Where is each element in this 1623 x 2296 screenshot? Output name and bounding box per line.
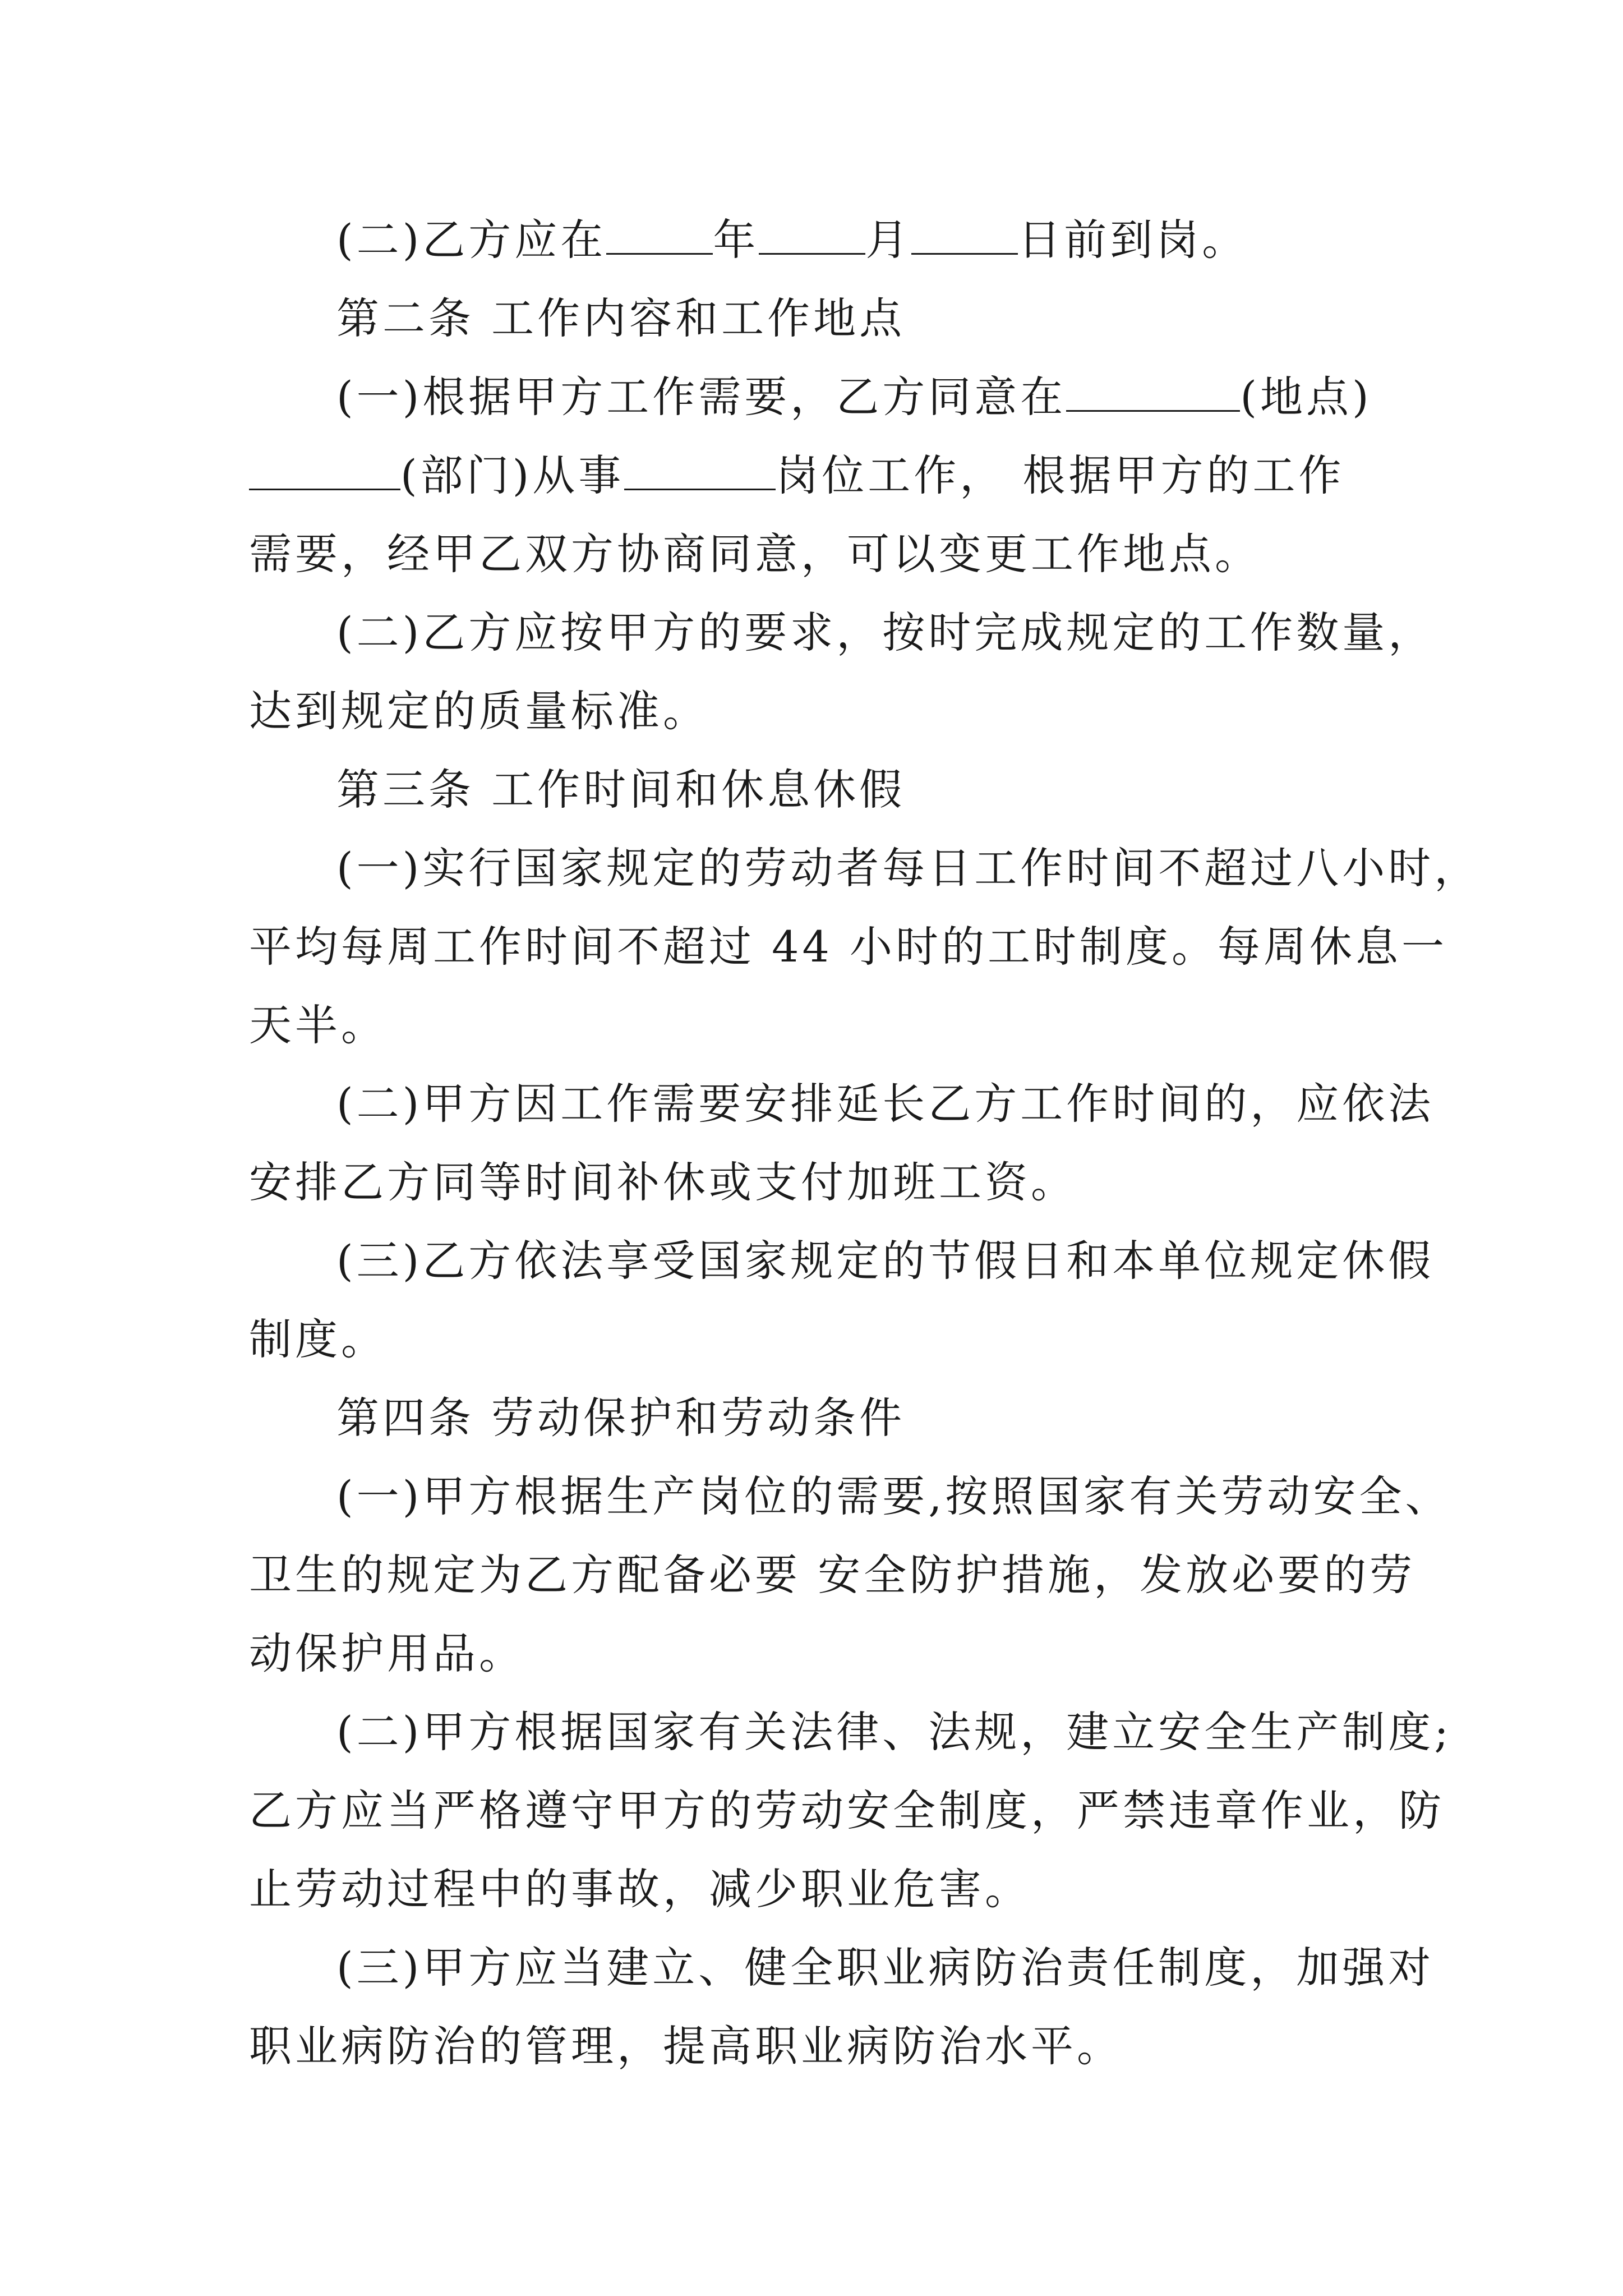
text-segment: 日前到岗。 xyxy=(1018,215,1248,265)
text-segment: (二)乙方应在 xyxy=(336,215,607,265)
text-line-14: (三)乙方依法享受国家规定的节假日和本单位规定休假 xyxy=(336,1236,1435,1286)
text-line-24: 职业病防治的管理，提高职业病防治水平。 xyxy=(249,2021,1123,2071)
blank-day-field[interactable] xyxy=(911,214,1018,255)
text-line-17: (一)甲方根据生产岗位的需要,按照国家有关劳动安全、 xyxy=(336,1471,1451,1521)
text-line-13: 安排乙方同等时间补休或支付加班工资。 xyxy=(249,1157,1077,1207)
text-line-1 xyxy=(336,206,1391,274)
text-line-20: (二)甲方根据国家有关法律、法规，建立安全生产制度; xyxy=(336,1707,1452,1757)
text-line-3 xyxy=(336,364,1391,431)
text-segment: 月 xyxy=(865,215,912,265)
text-line-6: (二)乙方应按甲方的要求，按时完成规定的工作数量， xyxy=(336,608,1435,657)
text-line-10: 平均每周工作时间不超过 44 小时的工时制度。每周休息一 xyxy=(249,922,1448,972)
text-segment: (一)根据甲方工作需要，乙方同意在 xyxy=(336,372,1067,422)
article-heading-2: 第二条 工作内容和工作地点 xyxy=(336,293,906,343)
article-heading-3: 第三条 工作时间和休息休假 xyxy=(336,765,906,815)
blank-year-field[interactable] xyxy=(606,214,713,255)
text-line-7: 达到规定的质量标准。 xyxy=(249,686,709,736)
text-line-22: 止劳动过程中的事故，减少职业危害。 xyxy=(249,1864,1031,1914)
text-line-18: 卫生的规定为乙方配备必要 安全防护措施，发放必要的劳 xyxy=(249,1550,1416,1600)
text-segment: (部门)从事 xyxy=(400,450,625,500)
text-segment: 年 xyxy=(713,215,759,265)
text-segment: 岗位工作， 根据甲方的工作 xyxy=(776,450,1345,500)
text-line-21: 乙方应当严格遵守甲方的劳动安全制度，严禁违章作业，防 xyxy=(249,1786,1445,1835)
blank-department-field[interactable] xyxy=(249,449,400,490)
article-heading-4: 第四条 劳动保护和劳动条件 xyxy=(336,1393,906,1443)
text-line-4 xyxy=(249,442,1387,509)
blank-month-field[interactable] xyxy=(759,214,865,255)
blank-location-field[interactable] xyxy=(1066,371,1240,412)
text-line-5: 需要，经甲乙双方协商同意，可以变更工作地点。 xyxy=(249,529,1261,579)
text-segment: (地点) xyxy=(1240,372,1372,422)
text-line-11: 天半。 xyxy=(249,1000,387,1050)
text-line-19: 动保护用品。 xyxy=(249,1628,525,1678)
text-line-12: (二)甲方因工作需要安排延长乙方工作时间的，应依法 xyxy=(336,1079,1435,1129)
blank-position-field[interactable] xyxy=(624,449,776,490)
text-line-15: 制度。 xyxy=(249,1314,387,1364)
text-line-9: (一)实行国家规定的劳动者每日工作时间不超过八小时， xyxy=(336,843,1481,893)
text-line-23: (三)甲方应当建立、健全职业病防治责任制度，加强对 xyxy=(336,1943,1435,1993)
